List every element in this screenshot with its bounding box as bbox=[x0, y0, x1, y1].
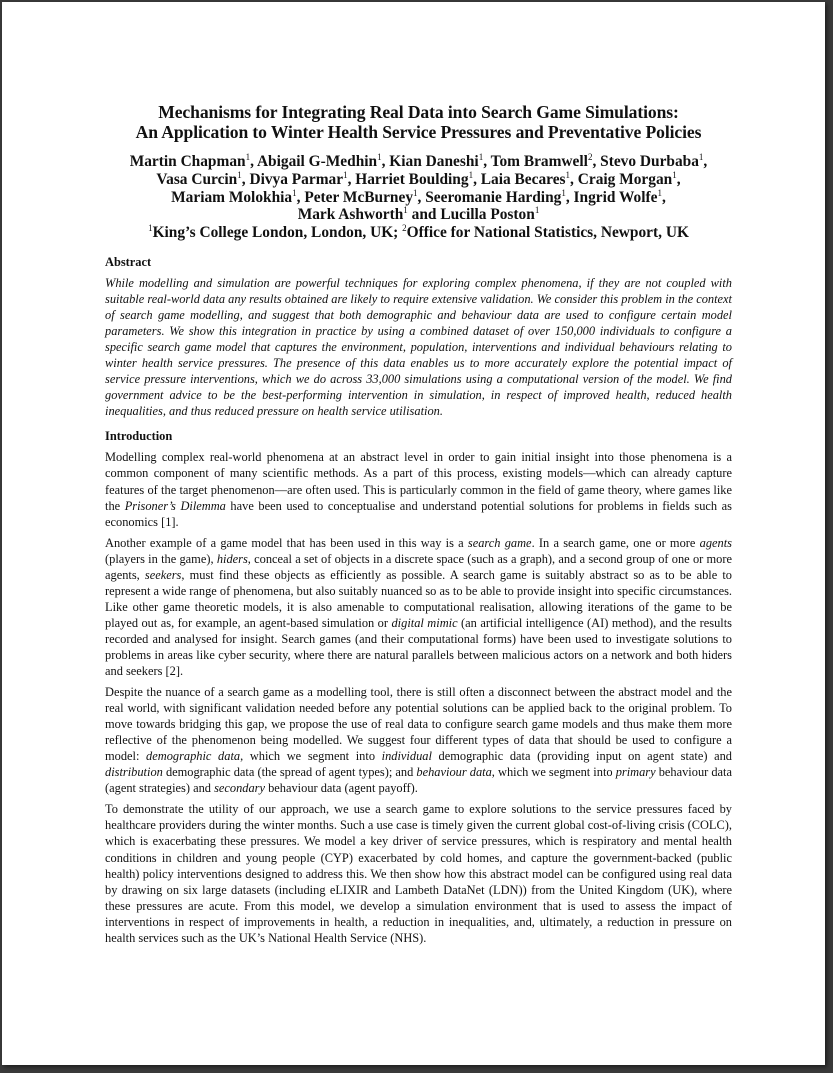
author-name: Stevo Durbaba bbox=[600, 153, 699, 170]
author-separator: , bbox=[473, 170, 481, 188]
affiliation-marker: 1 bbox=[292, 187, 297, 198]
author-separator: , bbox=[347, 170, 356, 188]
emphasized-term: hiders bbox=[216, 551, 248, 566]
author-separator: , bbox=[592, 153, 601, 170]
author-separator: and bbox=[407, 206, 441, 224]
affiliation-marker: 1 bbox=[343, 169, 348, 180]
author-separator: , bbox=[676, 170, 681, 188]
abstract-text: While modelling and simulation are powerful techniques for exploring complex phenomena, if they are not coupled with suitable real-world data any results obtained are likely to require extensive validation. We consider this problem in the context of search game modelling, and suggest that both demographic and behaviour data are used to configure certain model parameters. We show this integration in practice by using a combined dataset of over 150,000 individuals to configure a specific search game model that captures the environment, population, interventions and individual behaviours relating to winter health service pressures. The presence of this data enables us to more accurately explore the potential impact of service pressure interventions, which we do across 33,000 simulations using a computational version of the model. We find government advice to be the best-performing intervention in simulation, in respect of improved health, reduced health inequalities, and thus reduced pressure on health service utilisation. bbox=[105, 275, 732, 419]
author-name: Mark Ashworth bbox=[297, 206, 404, 224]
affiliation-marker: 1 bbox=[698, 152, 704, 162]
abstract-heading: Abstract bbox=[105, 254, 152, 269]
emphasized-term: primary bbox=[615, 765, 656, 780]
text-run: behaviour data (agent payoff). bbox=[265, 781, 418, 796]
emphasized-term: secondary bbox=[214, 781, 265, 796]
body-paragraph bbox=[105, 449, 732, 529]
emphasized-term: agents bbox=[699, 535, 732, 550]
author-line bbox=[105, 171, 732, 189]
emphasized-term: search game bbox=[467, 535, 532, 550]
author-name: Seeromanie Harding bbox=[425, 188, 562, 206]
emphasized-term: demographic data bbox=[146, 749, 241, 764]
title-line-1: Mechanisms for Integrating Real Data into Search Game Simulations: bbox=[158, 102, 679, 122]
text-run: To demonstrate the utility of our approach, we use a search game to explore solutions to the service pressures faced by healthcare providers during the winter months. Such a use case is timely given the current global cost-of-living crisis (COLC), which is exacerbating these pressures. We model a key driver of service pressures, which is respiratory and mental health conditions in children and young people (CYP) exacerbated by cold homes, and capture the government-backed (public health) policy interventions designed to address this. We then show how this abstract model can be configured using real data by drawing on six large datasets (including eLIXIR and Lambeth DataNet (LDN)) from the United Kingdom (UK), where these pressures are acute. From this model, we develop a simulation environment that is used to assess the impact of interventions in respect of improvements in health, a reduction in inequalities, and, ultimately, a reduction in pressure on health services such as the UK’s National Health Service (NHS). bbox=[105, 802, 732, 945]
author-name: Lucilla Poston bbox=[440, 206, 535, 224]
text-run: Modelling complex real-world phenomena at an abstract level in order to gain initial insight into those phenomena is a common component of many scientific methods. As a part of this process, existing models—which can already capture features of the target phenomenon—are often used. This is particularly common in the field of game theory, where games like the bbox=[105, 450, 732, 513]
text-run: (an artificial intelligence (AI) method), and the results recorded and analysed for insight. Search games (and their computational forms) have been used to investigate solutions to problems in areas like cyber security, where there are natural parallels between malicious actors on a network and both hiders and seekers [2]. bbox=[105, 615, 732, 679]
text-run: , must find these objects as efficiently as possible. A search game is suitably abstract so as to be able to represent a wide range of phenomena, but also suitably nuanced so as to be able to provide insight into specific circumstances. Like other game theoretic models, it is also amenable to computational realisation, allowing iterations of the game to be played out as, for example, an agent-based simulation or bbox=[105, 567, 733, 630]
affiliation-marker: 1 bbox=[534, 205, 540, 216]
author-separator: , bbox=[483, 153, 491, 170]
text-run: have been used to conceptualise and understand potential solutions for problems in fields such as economics [1]. bbox=[105, 498, 732, 529]
emphasized-term: digital mimic bbox=[391, 615, 458, 630]
body-paragraph bbox=[105, 535, 732, 679]
author-separator: , bbox=[703, 153, 708, 170]
author-line bbox=[105, 153, 732, 171]
text-run: . In a search game, one or more bbox=[531, 535, 700, 550]
affiliation-marker: 1 bbox=[561, 187, 566, 198]
author-line bbox=[105, 189, 732, 207]
affiliation-marker: 1 bbox=[403, 205, 408, 216]
affiliation-marker: 1 bbox=[478, 152, 484, 162]
affiliation-marker: 1 bbox=[565, 169, 571, 180]
text-run: (players in the game), bbox=[105, 551, 217, 566]
emphasized-term: Prisoner’s Dilemma bbox=[124, 498, 226, 513]
text-run: Despite the nuance of a search game as a modelling tool, there is still often a disconnect between the abstract model and the real world, with significant validation needed before any potential solutions can be applied back to the original problem. To move towards bridging this gap, we propose the use of real data to configure search game models and thus make them more reflective of the phenomenon being modelled. We suggest four different types of data that should be used to configure a model: bbox=[105, 685, 732, 764]
affiliation-text: King’s College London, London, UK; bbox=[152, 224, 403, 242]
author-block bbox=[105, 153, 732, 242]
introduction-body bbox=[105, 449, 732, 945]
text-run: , conceal a set of objects in a discrete space (such as a graph), and a second group of one or more agents, bbox=[105, 551, 732, 582]
text-run: Another example of a game model that has been used in this way is a bbox=[105, 535, 468, 550]
body-paragraph bbox=[105, 801, 732, 945]
author-name: Tom Bramwell bbox=[490, 153, 588, 170]
author-name: Mariam Molokhia bbox=[171, 188, 293, 206]
author-separator: , bbox=[565, 188, 574, 206]
author-name: Vasa Curcin bbox=[156, 170, 238, 188]
text-run: behaviour data (agent strategies) and bbox=[105, 765, 733, 796]
author-name: Kian Daneshi bbox=[389, 153, 479, 170]
affiliation-marker: 1 bbox=[237, 169, 242, 180]
author-separator: , bbox=[570, 170, 578, 188]
emphasized-term: behaviour data bbox=[416, 765, 492, 780]
affiliation-marker: 2 bbox=[587, 152, 593, 162]
text-run: , which we segment into bbox=[491, 765, 616, 780]
affiliation-marker: 1 bbox=[468, 169, 474, 180]
emphasized-term: individual bbox=[381, 749, 432, 764]
affiliation-marker: 1 bbox=[377, 152, 382, 162]
text-run: demographic data (the spread of agent types); and bbox=[162, 765, 417, 780]
author-name: Ingrid Wolfe bbox=[573, 188, 658, 206]
body-paragraph bbox=[105, 684, 732, 796]
introduction-heading: Introduction bbox=[105, 429, 173, 444]
author-name: Divya Parmar bbox=[249, 170, 344, 188]
author-separator: , bbox=[381, 153, 390, 170]
affiliation-text: Office for National Statistics, Newport, UK bbox=[406, 224, 689, 242]
author-separator: , bbox=[417, 188, 426, 206]
author-separator: , bbox=[661, 188, 666, 206]
emphasized-term: distribution bbox=[105, 765, 163, 780]
author-name: Craig Morgan bbox=[577, 170, 673, 188]
affiliation-marker: 1 bbox=[413, 187, 418, 198]
text-run: , which we segment into bbox=[240, 749, 382, 764]
author-name: Laia Becares bbox=[480, 170, 566, 188]
text-run: demographic data (providing input on agent state) and bbox=[431, 749, 732, 764]
author-name: Abigail G-Medhin bbox=[256, 153, 378, 170]
affiliation-marker: 1 bbox=[148, 223, 153, 234]
affiliation-marker: 1 bbox=[657, 187, 662, 198]
author-name: Martin Chapman bbox=[129, 153, 246, 170]
emphasized-term: seekers bbox=[144, 567, 182, 582]
paper-page bbox=[2, 2, 825, 1065]
author-name: Harriet Boulding bbox=[355, 170, 469, 188]
author-list bbox=[105, 153, 732, 224]
author-line bbox=[105, 206, 732, 224]
affiliation-marker: 1 bbox=[672, 169, 677, 180]
author-separator: , bbox=[241, 170, 250, 188]
author-separator: , bbox=[250, 153, 257, 170]
title-line-2: An Application to Winter Health Service Pressures and Preventative Policies bbox=[135, 122, 702, 142]
author-separator: , bbox=[296, 188, 305, 206]
paper-title bbox=[105, 102, 732, 142]
paper-content bbox=[105, 102, 732, 951]
author-name: Peter McBurney bbox=[304, 188, 414, 206]
affiliation-marker: 1 bbox=[245, 152, 251, 162]
affiliations bbox=[105, 224, 732, 242]
affiliation-marker: 2 bbox=[402, 223, 407, 234]
